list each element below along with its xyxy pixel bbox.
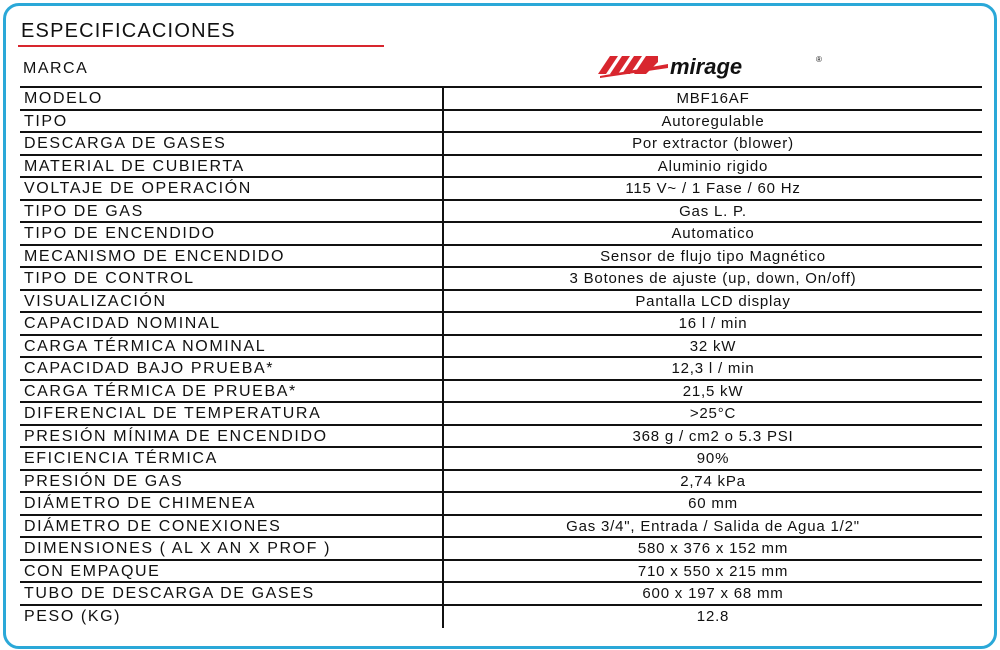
table-row: [20, 538, 982, 561]
spec-value: 2,74 kPa: [680, 472, 746, 490]
spec-label: TIPO DE GAS: [20, 201, 444, 222]
spec-value: Autoregulable: [661, 112, 765, 130]
table-row: [20, 156, 982, 179]
spec-value: 21,5 kW: [682, 382, 744, 400]
spec-table: [20, 86, 982, 628]
spec-value: Automatico: [671, 225, 755, 242]
table-row: [20, 516, 982, 539]
table-row: [20, 403, 982, 426]
spec-label: MODELO: [20, 88, 444, 109]
spec-label: EFICIENCIA TÉRMICA: [20, 448, 444, 469]
table-row: [20, 291, 982, 314]
table-row: [20, 448, 982, 471]
spec-value: 60 mm: [688, 495, 738, 512]
spec-label: DIFERENCIAL DE TEMPERATURA: [20, 403, 444, 424]
spec-value: 115 V~ / 1 Fase / 60 Hz: [625, 180, 801, 197]
table-row: [20, 201, 982, 224]
mirage-logo-mark-icon: [598, 56, 668, 78]
spec-value: 710 x 550 x 215 mm: [637, 562, 789, 580]
table-row: [20, 606, 982, 629]
spec-label: TUBO DE DESCARGA DE GASES: [20, 583, 444, 604]
spec-label: PESO (KG): [20, 606, 444, 629]
table-row: [20, 313, 982, 336]
spec-value: Gas L. P.: [679, 202, 747, 220]
spec-label: CARGA TÉRMICA DE PRUEBA*: [20, 381, 444, 402]
spec-value: 600 x 197 x 68 mm: [642, 585, 784, 602]
spec-value: 90%: [696, 450, 730, 467]
spec-value: Aluminio rigido: [657, 157, 769, 175]
table-row: [20, 426, 982, 449]
spec-value: 12.8: [696, 607, 730, 625]
spec-value: Gas 3/4", Entrada / Salida de Agua 1/2": [566, 517, 860, 535]
table-row: [20, 268, 982, 291]
brand-label: MARCA: [23, 60, 89, 77]
spec-value: 12,3 l / min: [671, 360, 755, 377]
table-row: [20, 223, 982, 246]
spec-label: VOLTAJE DE OPERACIÓN: [20, 178, 444, 199]
title-underline: [18, 45, 384, 47]
spec-label: DESCARGA DE GASES: [20, 133, 444, 154]
mirage-logo: [598, 50, 828, 80]
spec-value: 32 kW: [689, 337, 737, 355]
table-row: [20, 583, 982, 606]
table-row: [20, 493, 982, 516]
spec-label: CAPACIDAD BAJO PRUEBA*: [20, 358, 444, 379]
spec-label: TIPO DE CONTROL: [20, 268, 444, 289]
table-row: [20, 246, 982, 269]
spec-label: DIÁMETRO DE CHIMENEA: [20, 493, 444, 514]
table-row: [20, 133, 982, 156]
table-row: [20, 381, 982, 404]
spec-label: TIPO DE ENCENDIDO: [20, 223, 444, 244]
spec-value: >25°C: [689, 405, 737, 422]
spec-value: Por extractor (blower): [632, 135, 794, 152]
spec-label: DIÁMETRO DE CONEXIONES: [20, 516, 444, 537]
table-row: [20, 88, 982, 111]
spec-label: DIMENSIONES ( AL X AN X PROF ): [20, 538, 444, 559]
spec-label: MATERIAL DE CUBIERTA: [20, 156, 444, 177]
spec-value: 368 g / cm2 o 5.3 PSI: [632, 427, 794, 445]
table-row: [20, 471, 982, 494]
spec-label: PRESIÓN DE GAS: [20, 471, 444, 492]
table-row: [20, 178, 982, 201]
spec-value: 580 x 376 x 152 mm: [637, 540, 789, 557]
table-row: [20, 111, 982, 134]
spec-label: CARGA TÉRMICA NOMINAL: [20, 336, 444, 357]
spec-label: CAPACIDAD NOMINAL: [20, 313, 444, 334]
spec-value: Pantalla LCD display: [635, 292, 791, 310]
spec-label: VISUALIZACIÓN: [20, 291, 444, 312]
page-title: ESPECIFICACIONES: [21, 20, 236, 42]
registered-mark: ®: [816, 55, 822, 64]
spec-label: PRESIÓN MÍNIMA DE ENCENDIDO: [20, 426, 444, 447]
spec-label: MECANISMO DE ENCENDIDO: [20, 246, 444, 267]
table-row: [20, 561, 982, 584]
table-row: [20, 358, 982, 381]
mirage-logo-wordmark: mirage: [670, 54, 743, 79]
spec-label: TIPO: [20, 111, 444, 132]
spec-value: 16 l / min: [678, 315, 748, 332]
spec-value: Sensor de flujo tipo Magnético: [600, 247, 826, 265]
table-row: [20, 336, 982, 359]
spec-value: MBF16AF: [676, 90, 750, 107]
spec-value: 3 Botones de ajuste (up, down, On/off): [569, 270, 857, 287]
spec-label: CON EMPAQUE: [20, 561, 444, 582]
